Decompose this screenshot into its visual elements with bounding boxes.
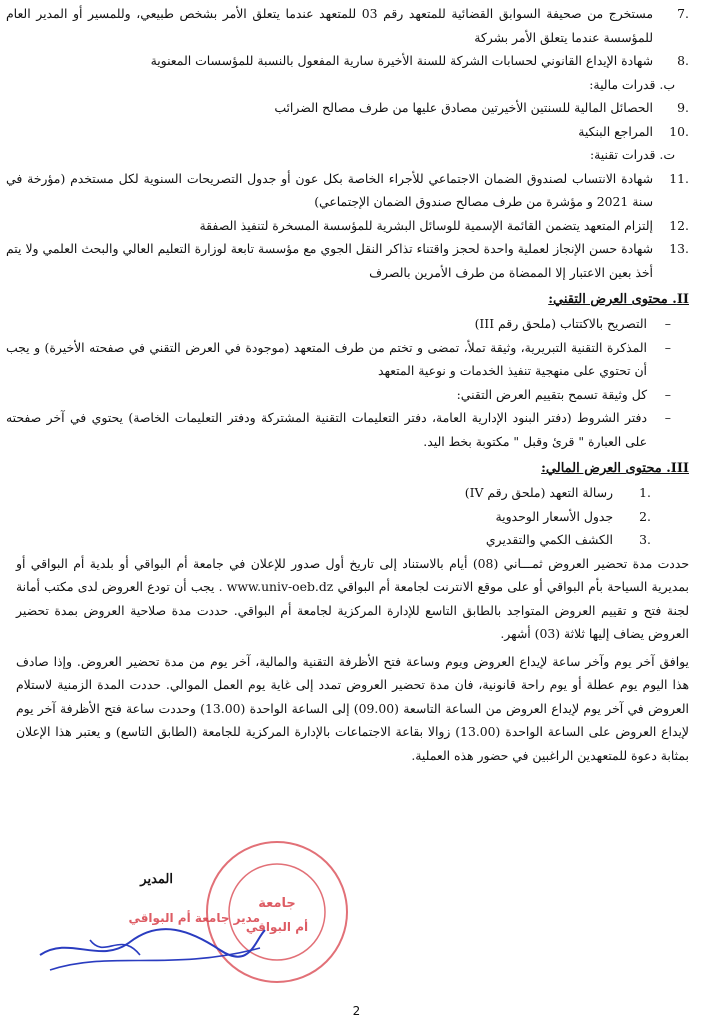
bullet-text: دفتر الشروط (دفتر البنود الإدارية العامة، دفتر التعليمات التقنية المشتركة ودفتر التعليمات الخاصة) يحتوي في آخر صفحته على العبارة " قرئ وقبل " مكتوبة بخط اليد. [6, 410, 647, 449]
list-item-8 [0, 49, 713, 73]
dash-bullet: – [664, 339, 671, 355]
bullet-item [0, 336, 713, 383]
item-number: 11. [669, 170, 689, 186]
item-text: رسالة التعهد (ملحق رقم IV) [464, 485, 613, 500]
item-text: المراجع البنكية [578, 123, 653, 139]
list-item-9 [0, 96, 713, 120]
list-item-12 [0, 214, 713, 238]
list-item-7 [0, 2, 713, 49]
item-number: 8. [677, 53, 689, 68]
item-number: 12. [669, 217, 689, 233]
svg-text:جامعة: جامعة [258, 896, 296, 911]
item-number: 13. [669, 241, 689, 256]
section-heading-financial-offer: III. محتوى العرض المالي: [541, 461, 689, 476]
bullet-item [0, 312, 713, 336]
list-item-10 [0, 120, 713, 144]
bullet-text: المذكرة التقنية التبريرية، وثيقة تملأ، تمضى و تختم من طرف المتعهد (موجودة في العرض التقني في صفحته الأخيرة) و يجب أن تحتوي على منهجية تنفيذ الخدمات و نوعية المتعهد [6, 339, 647, 378]
page-number: 2 [352, 1004, 361, 1018]
svg-text:أم البواقي: أم البواقي [245, 920, 309, 934]
financial-list-item [0, 481, 713, 505]
bullet-item [0, 383, 713, 407]
item-text: الكشف الكمي والتقديري [485, 532, 613, 547]
item-text: إلتزام المتعهد يتضمن القائمة الإسمية للوسائل البشرية للمؤسسة المسخرة لتنفيذ الصفقة [199, 217, 653, 233]
handwritten-signature [30, 900, 270, 980]
list-item-13 [0, 237, 713, 284]
item-number: 2. [639, 508, 651, 524]
item-text: مستخرج من صحيفة السوابق القضائية للمتعهد رقم 03 للمتعهد عندما يتعلق الأمر بشخص طبيعي، وللمسير أو المدير العام للمؤسسة عندما يتعلق الأمر بشركة [6, 6, 653, 45]
item-number: 10. [669, 123, 689, 139]
item-number: 7. [677, 6, 689, 21]
list-item-11 [0, 167, 713, 214]
financial-list-item [0, 528, 713, 552]
item-text: الحصائل المالية للسنتين الأخيرتين مصادق عليها من طرف مصالح الضرائب [274, 100, 653, 115]
item-number: 3. [639, 532, 651, 547]
financial-list-item [0, 505, 713, 529]
bullet-item [0, 406, 713, 453]
item-text: جدول الأسعار الوحدوية [495, 508, 613, 524]
dash-bullet: – [664, 386, 671, 402]
item-text: شهادة حسن الإنجاز لعملية واحدة لحجز واقتناء تذاكر النقل الجوي مع مؤسسة تابعة لوزارة التعليم العالي والبحث العلمي ولا يتم أخذ بعين الاعتبار إلا الممضاة من طرف الأمرين بالصرف [6, 241, 653, 280]
item-text: شهادة الإيداع القانوني لحسابات الشركة للسنة الأخيرة سارية المفعول بالنسبة للمؤسسات المعنوية [150, 53, 653, 68]
dash-bullet: – [664, 410, 671, 425]
bullet-text: كل وثيقة تسمح بتقييم العرض التقني: [456, 386, 647, 402]
subheading-technical-capacity: ت. قدرات تقنية: [589, 147, 675, 162]
subheading-financial-capacity: ب. قدرات مالية: [589, 76, 675, 92]
section-heading-technical-offer: II. محتوى العرض التقني: [548, 292, 689, 307]
item-number: 1. [639, 485, 651, 500]
document-body [0, 2, 713, 767]
paragraph-offer-preparation: حددت مدة تحضير العروض ثمـــاني (08) أيام بالاستناد إلى تاريخ أول صدور للإعلان في جامعة أم البواقي أو بلدية أم البواقي أو بمديرية السياحة بأم البواقي أو على موقع الانترنت لجامعة أم البواقي www.univ-oeb.dz . يجب أن تودع العروض لدى مكتب أمانة لجنة فتح و تقييم العروض المتواجد بالطابق التاسع للإدارة المركزية لجامعة أم البواقي. حددت مدة صلاحية العروض بمدة تحضير العروض يضاف إليها ثلاثة (03) أشهر. [16, 555, 689, 641]
paragraph-deposit-deadline: يوافق آخر يوم وآخر ساعة لإيداع العروض ويوم وساعة فتح الأظرفة التقنية والمالية، آخر يوم من مدة تحضير العروض. وإذا صادف هذا اليوم يوم عطلة أو يوم راحة قانونية، فان مدة تحضير العروض تمدد إلى غاية يوم العمل الموالي. حددت المدة الزمنية لاستلام العروض في آخر يوم لإيداع العروض من الساعة التاسعة (09.00) إلى الساعة الواحدة (13.00) وحددت ساعة فتح الأظرفة آخر يوم لإيداع العروض على الساعة الواحدة (13.00) زوالا بقاعة الاجتماعات بالإدارة المركزية للجامعة (الطابق التاسع) و يعتبر هذا الإعلان بمثابة دعوة للمتعهدين الراغبين في حضور هذه العملية. [16, 653, 689, 763]
director-label: المدير [140, 872, 173, 887]
item-number: 9. [677, 100, 689, 115]
dash-bullet: – [664, 316, 671, 331]
item-text: شهادة الانتساب لصندوق الضمان الاجتماعي للأجراء الخاصة بكل عون أو جدول التصريحات السنوية لكل مستخدم (مؤرخة في سنة 2021 و مؤشرة من طرف مصالح صندوق الضمان الإجتماعي) [6, 170, 653, 209]
svg-text:مدير جامعة أم البواقي: مدير جامعة أم البواقي [128, 911, 260, 925]
bullet-text: التصريح بالاكتتاب (ملحق رقم III) [474, 316, 647, 331]
